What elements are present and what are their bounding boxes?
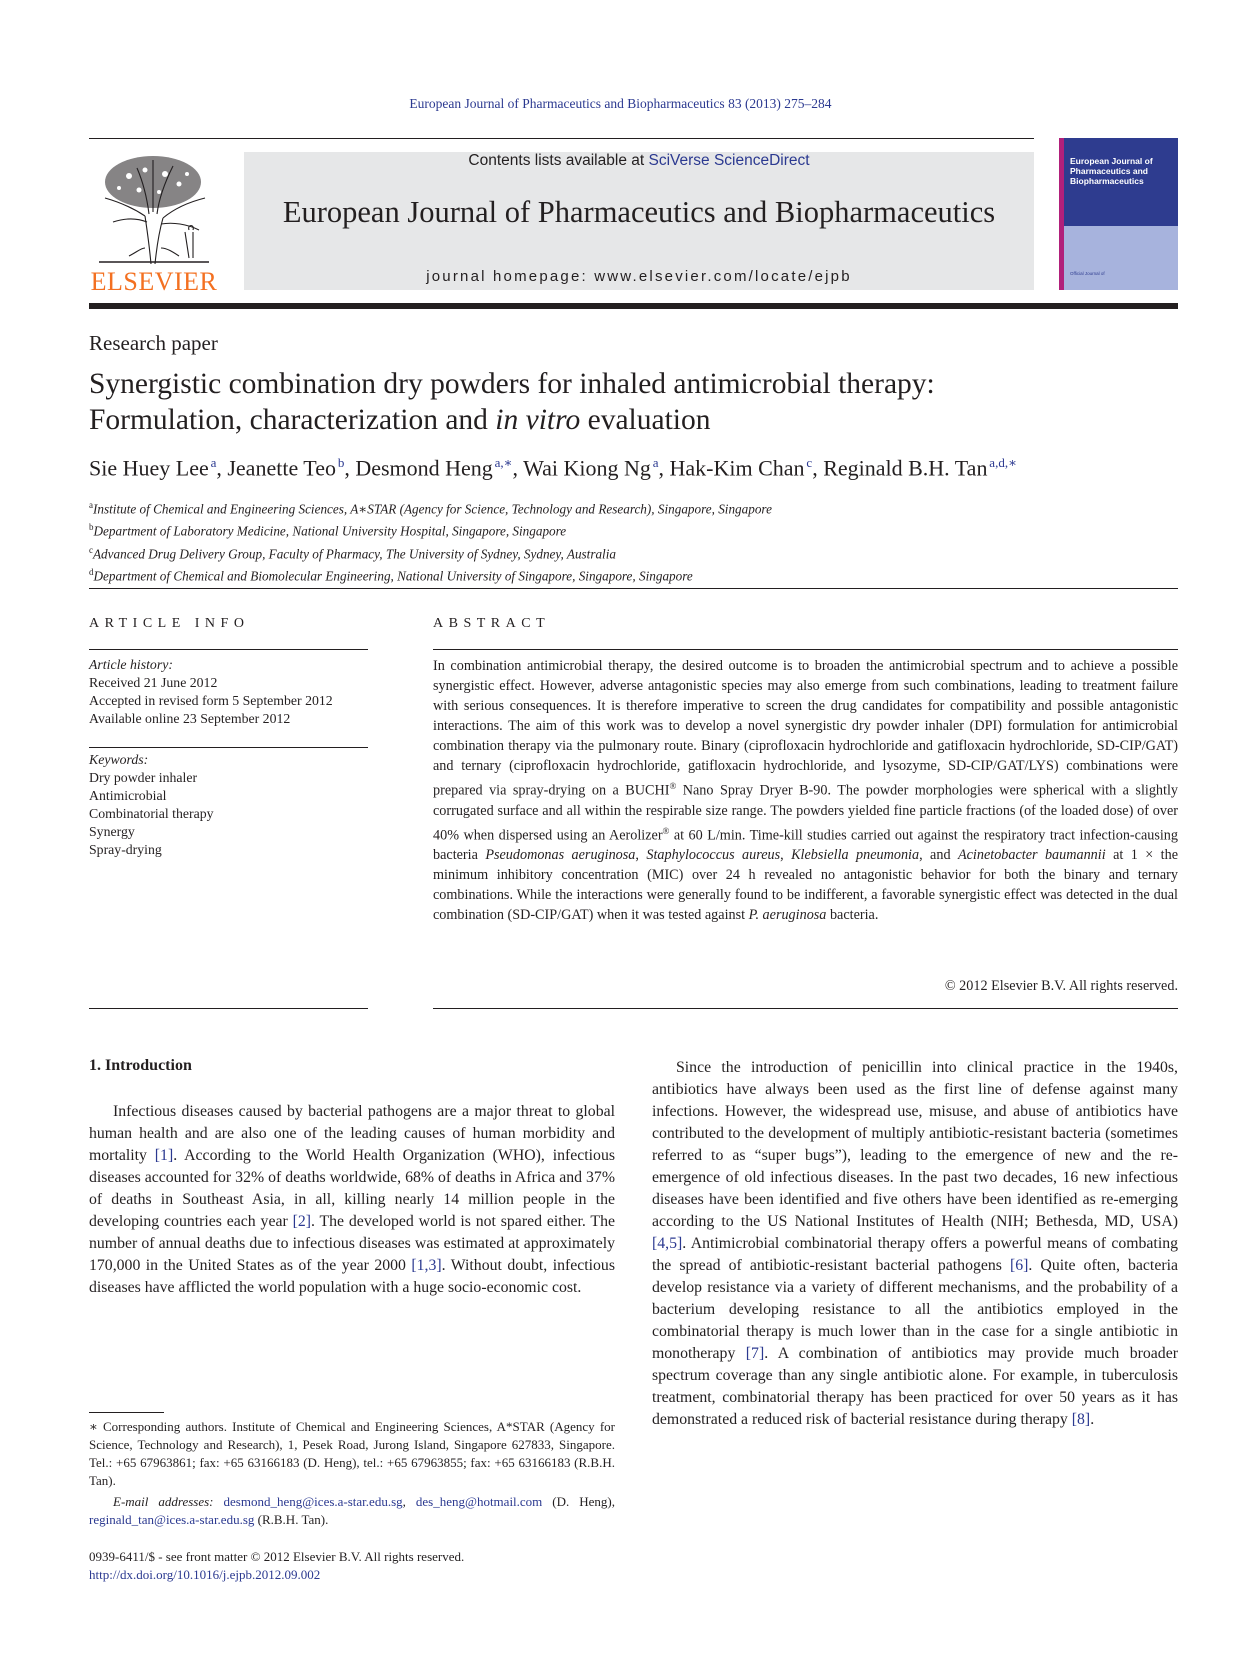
keyword: Dry powder inhaler (89, 770, 198, 785)
abstract-divider (433, 649, 1178, 650)
front-matter (89, 1548, 689, 1584)
keyword: Synergy (89, 824, 135, 839)
sciencedirect-link[interactable]: SciVerse ScienceDirect (648, 152, 810, 169)
cover-title: European Journal of Pharmaceutics and Biopharmaceutics (1070, 156, 1153, 186)
journal-homepage[interactable]: journal homepage: www.elsevier.com/locate/ejpb (426, 268, 852, 285)
keyword: Antimicrobial (89, 788, 167, 803)
doi-link[interactable]: http://dx.doi.org/10.1016/j.ejpb.2012.09.002 (89, 1567, 321, 1582)
footnote-text: ∗ Corresponding authors. Institute of Chemical and Engineering Sciences, A*STAR (Agency for Science, Technology and Research), 1, Pesek Road, Jurong Island, Singapore 627833, Singapore. Tel.: +65 67963861; fax: +65 63166183 (D. Heng), tel.: +65 67963855; fax: +65 63166183 (R.B.H. Tan). (89, 1419, 615, 1488)
journal-banner (244, 152, 1034, 290)
header-divider (89, 138, 1034, 139)
author[interactable]: Hak-Kim Chan (669, 455, 805, 481)
affiliation: $^c$Advanced Drug Delivery Group, Faculty of Pharmacy, The University of Sydney, Sydney, Australia (89, 544, 616, 562)
email-addresses: E-mail addresses: desmond_heng@ices.a-star.edu.sg, des_heng@hotmail.com (D. Heng), reginald_tan@ices.a-star.edu.sg (R.B.H. Tan). (89, 1494, 615, 1527)
contents-prefix: Contents lists available at (468, 152, 649, 169)
journal-name: European Journal of Pharmaceutics and Biopharmaceutics (282, 195, 996, 229)
author-affiliation-mark[interactable]: c (806, 455, 813, 470)
body-paragraph: Since the introduction of penicillin into clinical practice in the 1940s, antibiotics have always been used as the first line of defense against many infections. However, the widespread use, misuse, and abuse of antibiotics have contributed to the development of multiply antibiotic-resistant bacteria (sometimes referred to as “super bugs”), leading to the emergence of new and the re-emergence of old infectious diseases. In the past two decades, 16 new infectious diseases have been identified and five others have been identified as re-emerging according to the US National Institutes of Health (NIH; Bethesda, MD, USA) [4,5]. Antimicrobial combinatorial therapy offers a powerful means of combating the spread of antibiotic-resistant bacterial pathogens [6]. Quite often, bacteria develop resistance via a variety of different mechanisms, and the probability of a bacterium developing resistance to all the antibiotics employed in the combinatorial therapy is much lower than in the case for a single antibiotic in monotherapy [7]. A combination of antibiotics may provide much broader spectrum coverage than any single antibiotic alone. For example, in tuberculosis treatment, combinatorial therapy has been practiced for over 50 years as it has demonstrated a reduced risk of bacterial resistance during therapy [8]. (652, 1059, 1178, 1428)
reference-link[interactable]: [1] (154, 1147, 174, 1164)
author-affiliation-mark[interactable]: a (210, 455, 217, 470)
email-link[interactable]: desmond_heng@ices.a-star.edu.sg (223, 1494, 403, 1509)
section-divider (89, 588, 1178, 589)
received-date: Received 21 June 2012 (89, 675, 218, 690)
article-info-divider (89, 747, 368, 748)
online-date: Available online 23 September 2012 (89, 711, 291, 726)
contents-line (244, 152, 1034, 170)
affiliation: $^b$Department of Laboratory Medicine, National University Hospital, Singapore, Singapore (89, 522, 567, 539)
abstract-copyright: © 2012 Elsevier B.V. All rights reserved. (944, 978, 1178, 994)
paper-title (89, 366, 1178, 438)
title-line-2: Formulation, characterization and in vitro evaluation (89, 404, 711, 436)
affiliation-list (89, 496, 1178, 586)
reference-link[interactable]: [4,5] (652, 1235, 683, 1252)
abstract-heading: ABSTRACT (433, 616, 551, 631)
elsevier-wordmark: ELSEVIER (90, 267, 218, 296)
footnote-rule (89, 1412, 164, 1413)
reference-link[interactable]: [6] (1009, 1257, 1029, 1274)
keyword: Combinatorial therapy (89, 806, 214, 821)
author[interactable]: Desmond Heng (355, 455, 493, 481)
history-label: Article history: (89, 657, 173, 672)
affiliation: $^d$Department of Chemical and Biomolecular Engineering, National University of Singapore, Singapore, Singapore (89, 567, 693, 584)
header-thick-rule (89, 303, 1178, 309)
author[interactable]: Sie Huey Lee (89, 455, 209, 481)
cover-footer: Official Journal of (1070, 271, 1105, 276)
affiliation: $^a$Institute of Chemical and Engineering Sciences, A∗STAR (Agency for Science, Technology and Research), Singapore, Singapore (89, 500, 772, 517)
reference-link[interactable]: [2] (292, 1213, 311, 1230)
issn-line: 0939-6411/$ - see front matter © 2012 Elsevier B.V. All rights reserved. (89, 1549, 465, 1564)
journal-cover-thumbnail (1059, 138, 1178, 290)
title-line-1: Synergistic combination dry powders for inhaled antimicrobial therapy: (89, 368, 935, 400)
author[interactable]: Wai Kiong Ng (523, 455, 651, 481)
keyword: Spray-drying (89, 842, 162, 857)
paper-type: Research paper (89, 331, 218, 355)
accepted-date: Accepted in revised form 5 September 2012 (89, 693, 333, 708)
article-history (89, 656, 368, 728)
author-list: Sie Huey Lee $^a$, Jeanette Teo $^b$, Desmond Heng $^{a,∗}$, Wai Kiong Ng $^a$, Hak-Kim Chan $^c$, Reginald B.H. Tan $^{a,d,∗}$ (89, 455, 1017, 481)
author[interactable]: Jeanette Teo (227, 455, 336, 481)
corresponding-author-footnote (89, 1418, 615, 1529)
abstract-body: In combination antimicrobial therapy, the desired outcome is to broaden the antimicrobial spectrum and to achieve a possible synergistic effect. However, adverse antagonistic species may also emerge from such combinations, leading to treatment failure with serious consequences. It is therefore imperative to screen the drug candidates for compatibility and possible antagonistic interactions. The aim of this work was to develop a novel synergistic dry powder inhaler (DPI) formulation for antimicrobial combination therapy via the pulmonary route. Binary (ciprofloxacin hydrochloride and gatifloxacin hydrochloride, SD-CIP/GAT) and ternary (ciprofloxacin hydrochloride, gatifloxacin hydrochloride, and lysozyme, SD-CIP/GAT/LYS) combinations were prepared via spray-drying on a BUCHI® Nano Spray Dryer B-90. The powder morphologies were spherical with a slightly corrugated surface and all within the respirable size range. The powders yielded fine particle fractions (of the loaded dose) of over 40% when dispersed using an Aerolizer® at 60 L/min. Time-kill studies carried out against the respiratory tract infection-causing bacteria Pseudomonas aeruginosa, Staphylococcus aureus, Klebsiella pneumonia, and Acinetobacter baumannii at 1 × the minimum inhibitory concentration (MIC) over 24 h revealed no antagonistic behavior for both the binary and ternary combinations. While the interactions were generally found to be indifferent, a favorable synergistic effect was detected in the dual combination (SD-CIP/GAT) when it was tested against P. aeruginosa bacteria. (433, 658, 1179, 924)
article-info-divider (89, 649, 368, 650)
article-info-heading: ARTICLE INFO (89, 616, 250, 631)
author-affiliation-mark[interactable]: a,d,∗ (989, 455, 1017, 470)
section-heading-introduction: 1. Introduction (89, 1057, 192, 1074)
body-paragraph: Infectious diseases caused by bacterial pathogens are a major threat to global human health and are also one of the leading causes of human morbidity and mortality [1]. According to the World Health Organization (WHO), infectious diseases accounted for 32% of deaths worldwide, 68% of deaths in Africa and 37% of deaths in Southeast Asia, in all, killing nearly 14 million people in the developing countries each year [2]. The developed world is not spared either. The number of annual deaths due to infectious diseases was estimated at approximately 170,000 in the United States as of the year 2000 [1,3]. Without doubt, infectious diseases have afflicted the world population with a huge socio-economic cost. (89, 1103, 615, 1296)
reference-link[interactable]: [8] (1071, 1411, 1091, 1428)
author-affiliation-mark[interactable]: a,∗ (494, 455, 513, 470)
reference-link[interactable]: [1,3] (411, 1257, 442, 1274)
email-link[interactable]: des_heng@hotmail.com (415, 1494, 543, 1509)
author[interactable]: Reginald B.H. Tan (823, 455, 988, 481)
reference-link[interactable]: [7] (745, 1345, 765, 1362)
keywords-label: Keywords: (89, 752, 149, 767)
abstract-divider (433, 1008, 1178, 1009)
keywords (89, 751, 368, 859)
author-affiliation-mark[interactable]: b (337, 455, 345, 470)
journal-reference[interactable]: European Journal of Pharmaceutics and Biopharmaceutics 83 (2013) 275–284 (409, 96, 832, 111)
article-info-divider (89, 1008, 368, 1009)
email-link[interactable]: reginald_tan@ices.a-star.edu.sg (89, 1512, 255, 1527)
author-affiliation-mark[interactable]: a (652, 455, 659, 470)
